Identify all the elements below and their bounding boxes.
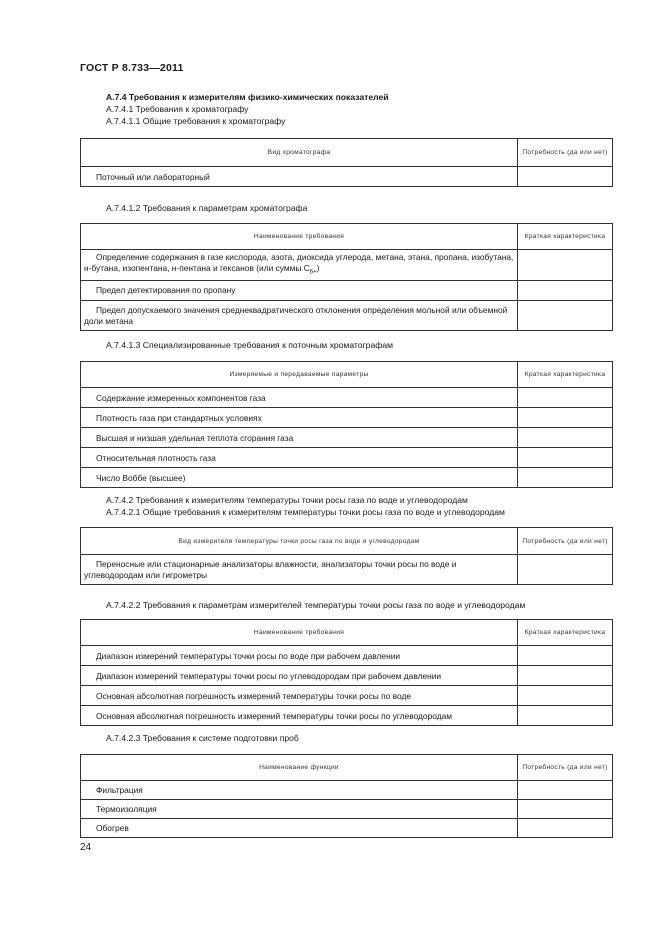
table-header-cell: Потребность (да или нет) [518, 755, 613, 781]
table-row [81, 646, 613, 666]
table-row [81, 280, 613, 300]
section-heading-a742: А.7.4.2 Требования к измерителям температуры точки росы газа по воде и углеводородам [106, 495, 468, 505]
table-cell-label: Плотность газа при стандартных условиях [81, 408, 518, 428]
table-header-cell: Наименование требования [81, 224, 518, 250]
table-cell-input[interactable] [518, 819, 613, 838]
table-row [81, 666, 613, 686]
section-heading-a7423: А.7.4.2.3 Требования к системе подготовки проб [106, 733, 299, 743]
table-cell-input[interactable] [518, 300, 613, 330]
table-cell-label: Фильтрация [81, 781, 518, 800]
table-cell-input[interactable] [518, 250, 613, 281]
table-cell-label: Основная абсолютная погрешность измерений температуры точки росы по воде [81, 686, 518, 706]
table-cell-input[interactable] [518, 167, 613, 187]
table-cell-label: Основная абсолютная погрешность измерений температуры точки росы по углеводородам [81, 706, 518, 726]
table-cell-label: Высшая и низшая удельная теплота сгорания газа [81, 428, 518, 448]
section-heading-a7422: А.7.4.2.2 Требования к параметрам измерителей температуры точки росы газа по воде и углеводородам [106, 600, 526, 610]
table-cell-input[interactable] [518, 686, 613, 706]
chromatograph-parameters-table [80, 223, 613, 331]
table-cell-input[interactable] [518, 781, 613, 800]
table-row [81, 448, 613, 468]
table-cell-label: Предел детектирования по пропану [81, 280, 518, 300]
section-heading-a7412: А.7.4.1.2 Требования к параметрам хроматографа [106, 203, 308, 213]
table-cell-label: Термоизоляция [81, 800, 518, 819]
table-cell-label: Предел допускаемого значения среднеквадратического отклонения определения мольной или объемной доли метана [81, 300, 518, 330]
table-cell-input[interactable] [518, 280, 613, 300]
table-cell-input[interactable] [518, 800, 613, 819]
section-heading-a7411: А.7.4.1.1 Общие требования к хроматографу [106, 116, 286, 126]
table-row [81, 300, 613, 330]
table-header-cell: Наименование требования [81, 620, 518, 646]
table-row [81, 167, 613, 187]
table-header-cell: Измеряемые и передаваемые параметры [81, 362, 518, 388]
sample-preparation-table [80, 754, 613, 838]
section-heading-a74: А.7.4 Требования к измерителям физико-химических показателей [106, 92, 389, 102]
table-row [81, 800, 613, 819]
flow-chromatograph-table [80, 361, 613, 488]
table-cell-label: Число Воббе (высшее) [81, 468, 518, 488]
section-heading-a7421: А.7.4.2.1 Общие требования к измерителям температуры точки росы газа по воде и углеводородам [106, 507, 505, 517]
table-cell-label: Обогрев [81, 819, 518, 838]
table-cell-input[interactable] [518, 428, 613, 448]
table-cell-label: Переносные или стационарные анализаторы влажности, анализаторы точки росы по воде и углеводородам или гигрометры [81, 555, 518, 585]
table-row [81, 468, 613, 488]
table-header-cell: Вид измерителя температуры точки росы газа по воде и углеводородам [81, 528, 518, 555]
table-cell-label: Диапазон измерений температуры точки росы по углеводородам при рабочем давлении [81, 666, 518, 686]
section-heading-a7413: А.7.4.1.3 Специализированные требования к поточным хроматографам [106, 340, 394, 350]
table-cell-input[interactable] [518, 706, 613, 726]
subscript-text: 6+ [309, 269, 317, 276]
table-cell-input[interactable] [518, 408, 613, 428]
table-row [81, 388, 613, 408]
table-row [81, 408, 613, 428]
table-cell-input[interactable] [518, 448, 613, 468]
table-header-cell: Краткая характеристика [518, 620, 613, 646]
section-heading-a741: А.7.4.1 Требования к хроматографу [106, 104, 249, 114]
table-row [81, 555, 613, 585]
table-row [81, 250, 613, 281]
dewpoint-meter-type-table [80, 527, 613, 585]
table-header-cell: Краткая характеристика [518, 224, 613, 250]
table-row [81, 428, 613, 448]
table-cell-text: ) [316, 263, 320, 273]
table-header-cell: Наименование функции [81, 755, 518, 781]
table-cell-label: Относительная плотность газа [81, 448, 518, 468]
document-header: ГОСТ Р 8.733—2011 [80, 62, 184, 74]
table-header-cell: Вид хроматографа [81, 139, 518, 167]
table-row [81, 781, 613, 800]
table-header-cell: Потребность (да или нет) [518, 528, 613, 555]
table-cell-label: Поточный или лабораторный [81, 167, 518, 187]
table-cell-label [81, 250, 518, 281]
table-cell-label: Содержание измеренных компонентов газа [81, 388, 518, 408]
table-cell-input[interactable] [518, 388, 613, 408]
table-row [81, 706, 613, 726]
table-cell-label: Диапазон измерений температуры точки росы по воде при рабочем давлении [81, 646, 518, 666]
table-row [81, 686, 613, 706]
chromatograph-type-table [80, 138, 613, 187]
table-cell-input[interactable] [518, 468, 613, 488]
table-header-cell: Потребность (да или нет) [518, 139, 613, 167]
table-row [81, 819, 613, 838]
table-cell-text: Определение содержания в газе кислорода, азота, диоксида углерода, метана, этана, пропана, изобутана, н-бутана, изопентана, н-пентана и гексанов (или суммы C [84, 252, 514, 273]
table-cell-input[interactable] [518, 666, 613, 686]
dewpoint-parameters-table [80, 619, 613, 726]
page-number: 24 [80, 842, 92, 853]
table-cell-input[interactable] [518, 646, 613, 666]
table-header-cell: Краткая характеристика [518, 362, 613, 388]
table-cell-input[interactable] [518, 555, 613, 585]
